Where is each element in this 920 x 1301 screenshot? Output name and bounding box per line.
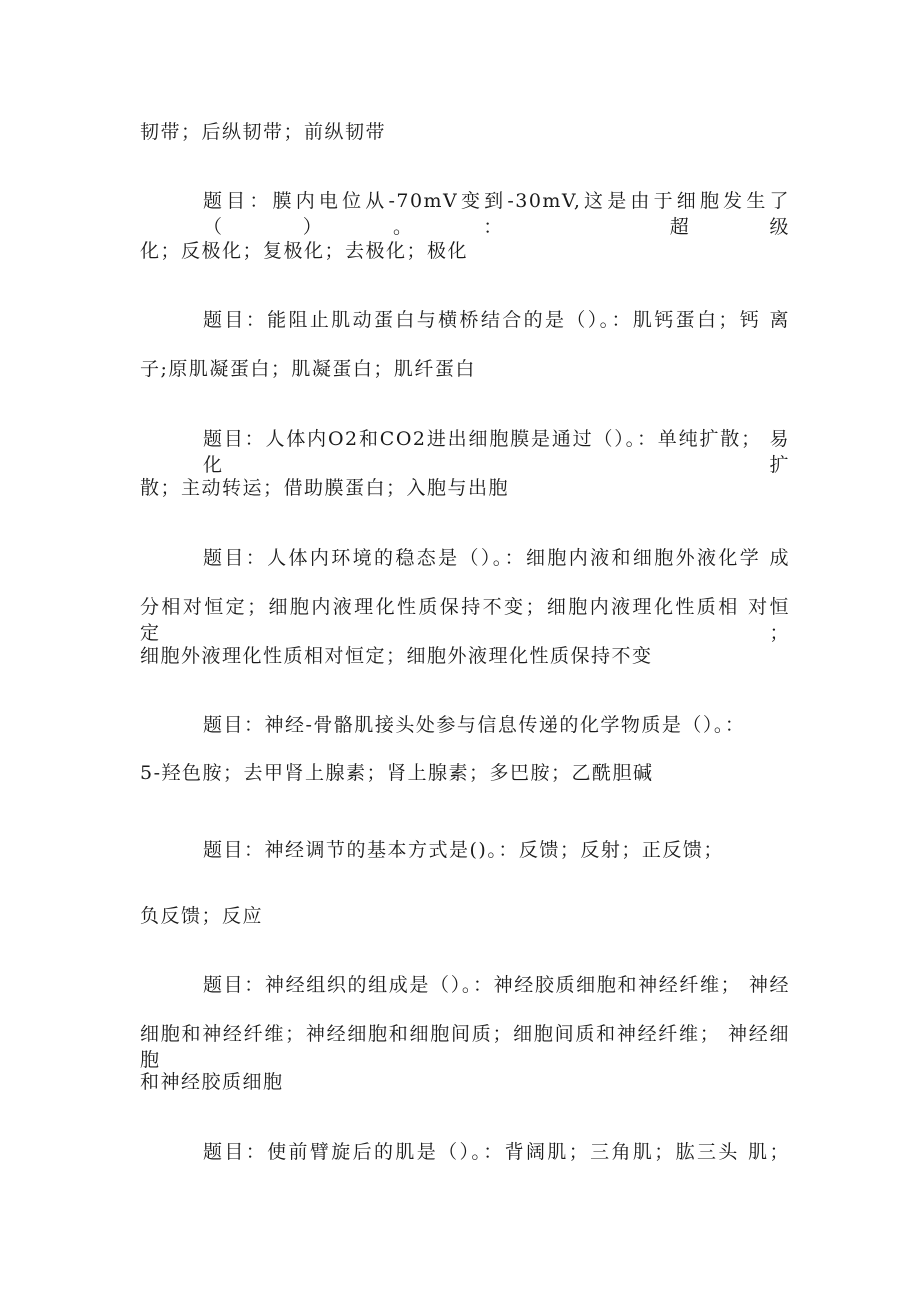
text-line: 子;原肌凝蛋白；肌凝蛋白；肌纤蛋白 — [140, 358, 476, 380]
question-line: 题目：膜内电位从-70mV变到-30mV,这是由于细胞发生了（）。： 超级 — [203, 190, 790, 238]
question-line: 题目：能阻止肌动蛋白与横桥结合的是（）。：肌钙蛋白；钙 离 — [203, 309, 790, 331]
text-line: 韧带；后纵韧带；前纵韧带 — [140, 121, 387, 143]
text-line: 分相对恒定；细胞内液理化性质保持不变；细胞内液理化性质相 对恒定； — [140, 596, 790, 644]
text-line: 负反馈；反应 — [140, 905, 264, 927]
question-line: 题目：神经-骨骼肌接头处参与信息传递的化学物质是（）。： — [203, 714, 746, 736]
question-line: 题目：人体内O2和CO2进出细胞膜是通过（）。：单纯扩散； 易化扩 — [203, 428, 790, 476]
question-line: 题目：神经调节的基本方式是()。：反馈；反射；正反馈； — [203, 839, 724, 861]
question-line: 题目：人体内环境的稳态是（）。：细胞内液和细胞外液化学 成 — [203, 547, 790, 569]
text-line: 和神经胶质细胞 — [140, 1071, 284, 1093]
question-line: 题目：使前臂旋后的肌是（）。：背阔肌；三角肌；肱三头 肌； — [203, 1141, 790, 1163]
text-line: 化；反极化；复极化；去极化；极化 — [140, 240, 469, 262]
question-line: 题目：神经组织的组成是（）。：神经胶质细胞和神经纤维； 神经 — [203, 974, 790, 996]
text-line: 散；主动转运；借助膜蛋白；入胞与出胞 — [140, 477, 510, 499]
text-line: 细胞外液理化性质相对恒定；细胞外液理化性质保持不变 — [140, 645, 653, 667]
text-line: 细胞和神经纤维；神经细胞和细胞间质；细胞间质和神经纤维； 神经细胞 — [140, 1023, 790, 1071]
text-line: 5-羟色胺；去甲肾上腺素；肾上腺素；多巴胺；乙酰胆碱 — [140, 762, 654, 784]
